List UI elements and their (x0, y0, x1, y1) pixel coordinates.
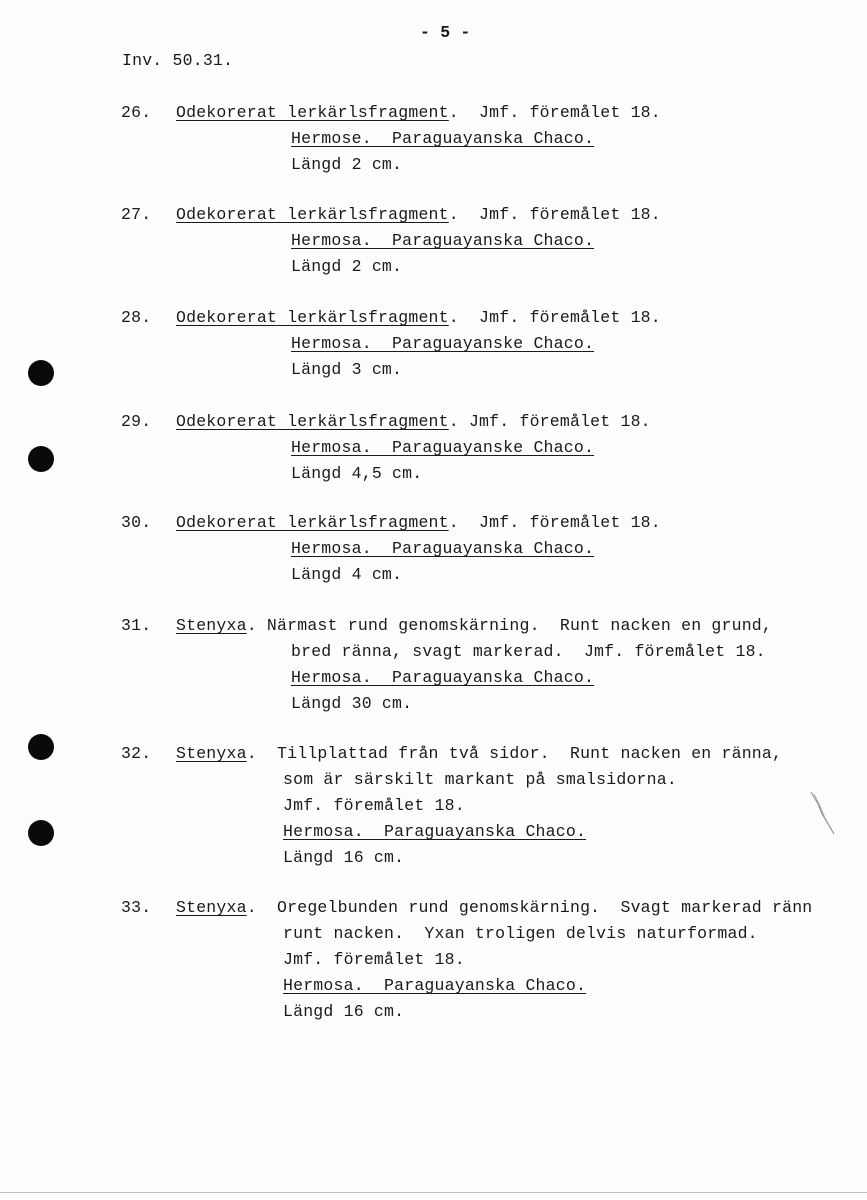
site-line: Hermosa. Paraguayanska Chaco. (283, 822, 587, 841)
punch-hole (28, 820, 54, 846)
object-name: Stenyxa (176, 898, 247, 917)
reference-line: Jmf. föremålet 18. (283, 796, 465, 815)
entry-reference: . Jmf. föremålet 18. (448, 513, 661, 532)
entry-number: 31. (121, 616, 152, 635)
site-line: Hermosa. Paraguayanska Chaco. (283, 976, 587, 995)
entry-heading (176, 305, 661, 331)
entry-reference: . Jmf. föremålet 18. (448, 412, 651, 431)
length-line: Längd 2 cm. (291, 155, 403, 174)
entry-reference: . Jmf. föremålet 18. (448, 103, 661, 122)
entry-reference: . Jmf. föremålet 18. (448, 308, 661, 327)
entry-heading (176, 409, 651, 435)
site-line: Hermosa. Paraguayanska Chaco. (291, 668, 595, 687)
punch-hole (28, 734, 54, 760)
entry-reference: . Tillplattad från två sidor. Runt nacken en ränna, (246, 744, 783, 763)
site-line: Hermosa. Paraguayanska Chaco. (291, 539, 595, 558)
description-line: bred ränna, svagt markerad. Jmf. föremålet 18. (291, 642, 766, 661)
page-bottom-edge (0, 1192, 867, 1193)
entry-reference: . Jmf. föremålet 18. (448, 205, 661, 224)
pencil-mark (808, 790, 838, 836)
length-line: Längd 4,5 cm. (291, 464, 423, 483)
object-name: Odekorerat lerkärlsfragment (176, 103, 449, 122)
length-line: Längd 2 cm. (291, 257, 403, 276)
entry-heading (176, 613, 772, 639)
object-name: Odekorerat lerkärlsfragment (176, 412, 449, 431)
object-name: Odekorerat lerkärlsfragment (176, 513, 449, 532)
entry-heading (176, 100, 661, 126)
description-line: som är särskilt markant på smalsidorna. (283, 770, 677, 789)
description-line: runt nacken. Yxan troligen delvis naturformad. (283, 924, 758, 943)
site-line: Hermosa. Paraguayanske Chaco. (291, 438, 595, 457)
length-line: Längd 16 cm. (283, 848, 405, 867)
site-line: Hermose. Paraguayanska Chaco. (291, 129, 595, 148)
entry-number: 32. (121, 744, 152, 763)
entry-number: 28. (121, 308, 152, 327)
entry-number: 33. (121, 898, 152, 917)
entry-heading (176, 510, 661, 536)
entry-heading (176, 202, 661, 228)
entry-heading (176, 895, 812, 921)
entry-reference: . Närmast rund genomskärning. Runt nacken en grund, (246, 616, 773, 635)
object-name: Odekorerat lerkärlsfragment (176, 205, 449, 224)
inventory-number: Inv. 50.31. (122, 51, 234, 70)
length-line: Längd 3 cm. (291, 360, 403, 379)
page-number: - 5 - (420, 23, 471, 42)
site-line: Hermosa. Paraguayanska Chaco. (291, 231, 595, 250)
object-name: Odekorerat lerkärlsfragment (176, 308, 449, 327)
entry-reference: . Oregelbunden rund genomskärning. Svagt markerad ränn (246, 898, 813, 917)
length-line: Längd 30 cm. (291, 694, 413, 713)
object-name: Stenyxa (176, 616, 247, 635)
site-line: Hermosa. Paraguayanske Chaco. (291, 334, 595, 353)
object-name: Stenyxa (176, 744, 247, 763)
length-line: Längd 16 cm. (283, 1002, 405, 1021)
length-line: Längd 4 cm. (291, 565, 403, 584)
punch-hole (28, 360, 54, 386)
entry-number: 27. (121, 205, 152, 224)
entry-number: 26. (121, 103, 152, 122)
entry-heading (176, 741, 782, 767)
entry-number: 29. (121, 412, 152, 431)
reference-line: Jmf. föremålet 18. (283, 950, 465, 969)
entry-number: 30. (121, 513, 152, 532)
punch-hole (28, 446, 54, 472)
